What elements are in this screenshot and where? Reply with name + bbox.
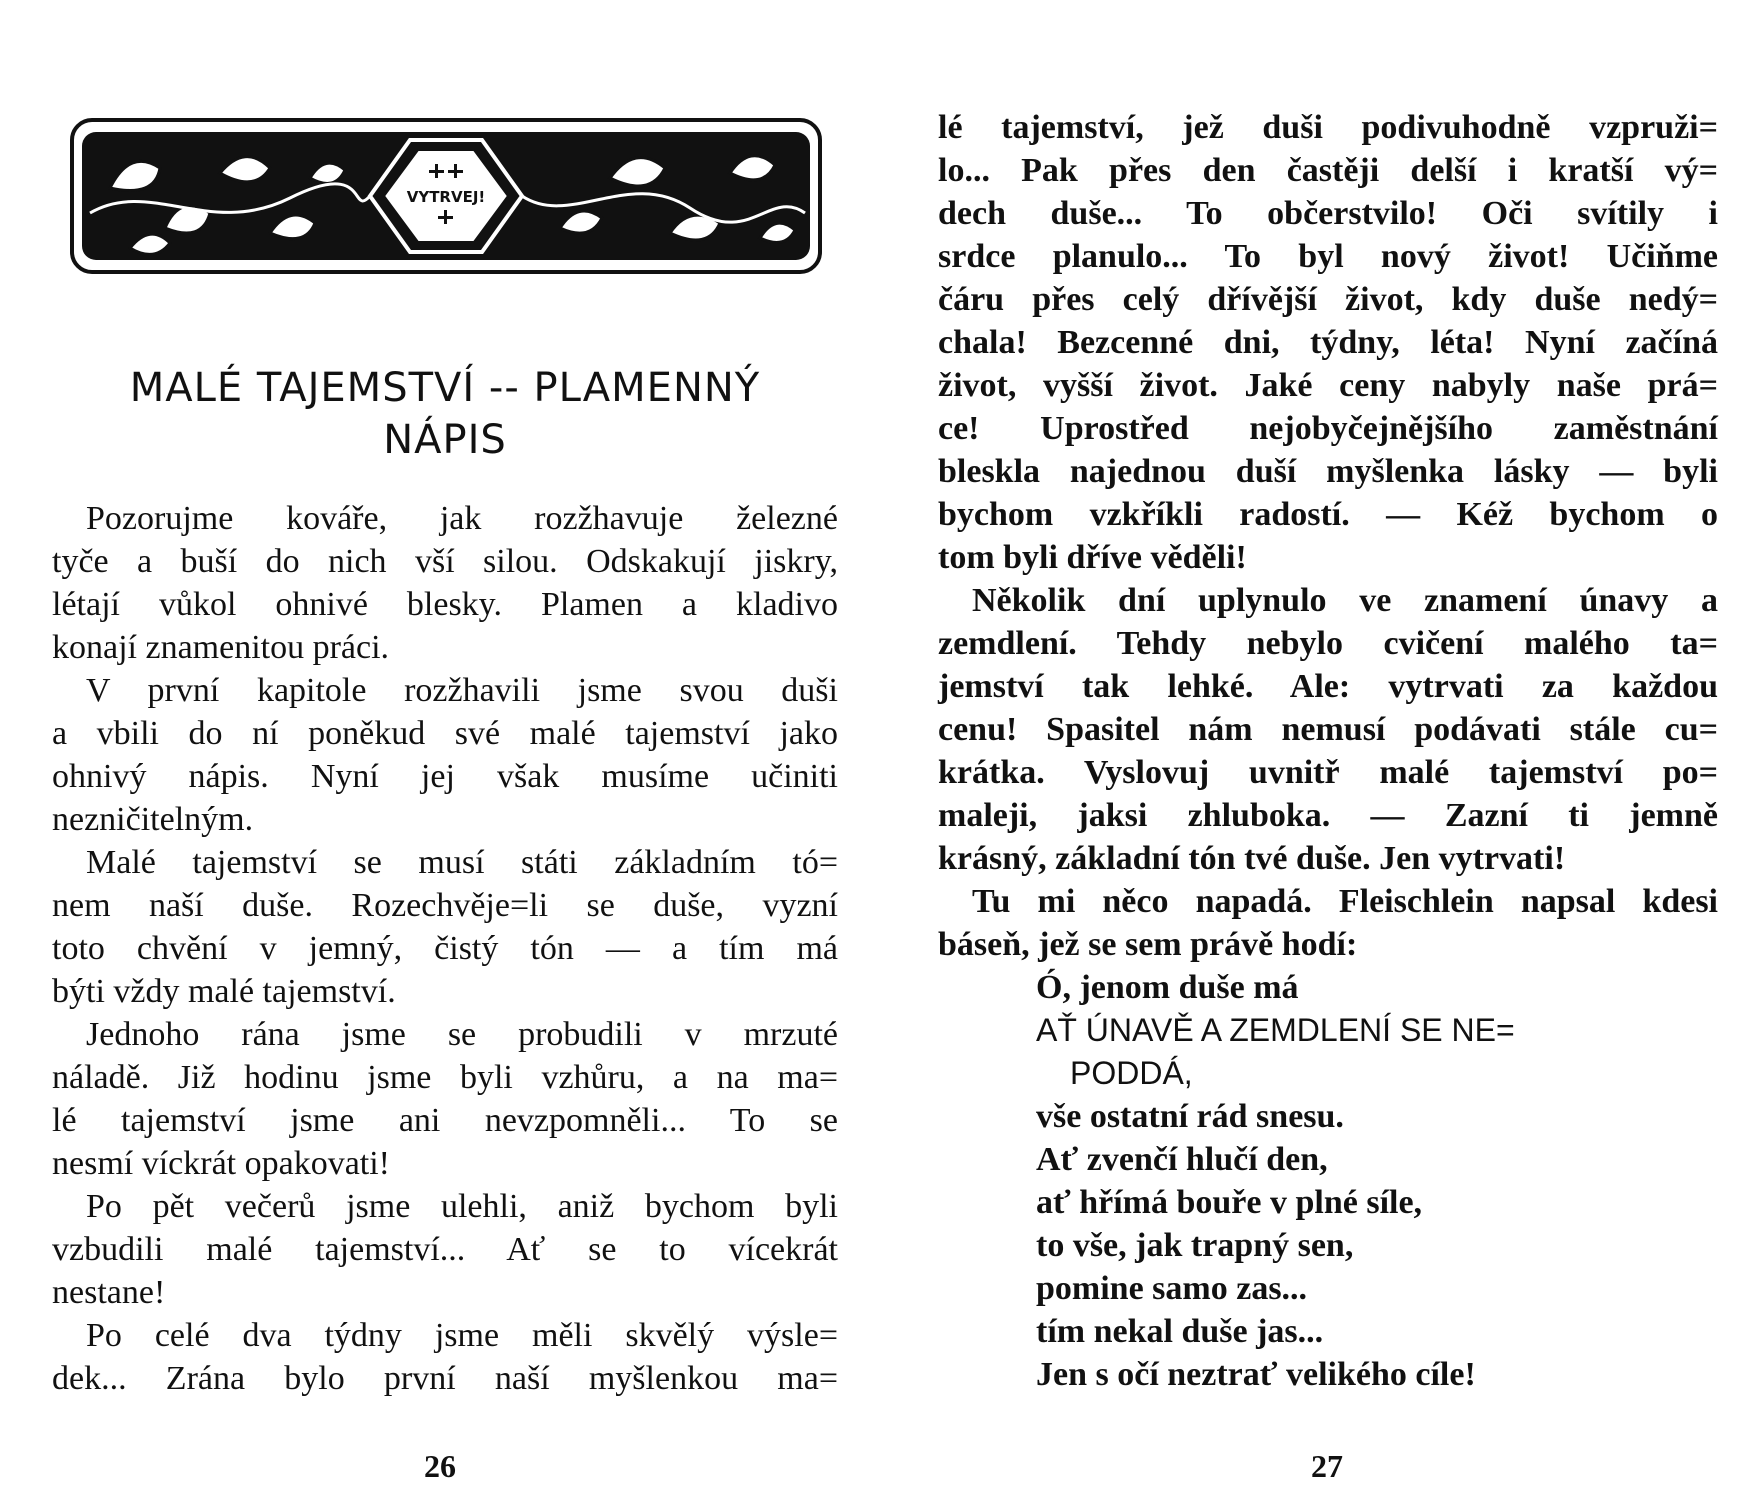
ivy-ornament-banner: [70, 118, 822, 274]
text-line: bleskla najednou duší myšlenka lásky — byli: [938, 453, 1718, 490]
poem-line: AŤ ÚNAVĚ A ZEMDLENÍ SE NE=: [1036, 1012, 1515, 1048]
text-line: zemdlení. Tehdy nebylo cvičení malého ta=: [938, 625, 1718, 662]
text-line: nezničitelným.: [52, 801, 254, 838]
text-line: čáru přes celý dřívější život, kdy duše nedý=: [938, 281, 1718, 318]
text-line: tyče a buší do nich vší silou. Odskakují jiskry,: [52, 543, 838, 580]
chapter-title-line-1: MALÉ TAJEMSTVÍ -- PLAMENNÝ: [129, 365, 761, 411]
text-line: konají znamenitou práci.: [52, 629, 390, 666]
text-line: Pozorujme kováře, jak rozžhavuje železné: [86, 500, 838, 537]
text-line: krásný, základní tón tvé duše. Jen vytrvati!: [938, 840, 1566, 877]
right-body-text: [938, 106, 1718, 1396]
text-line: nesmí víckrát opakovati!: [52, 1145, 391, 1182]
text-line: nem naší duše. Rozechvěje=li se duše, vyzní: [52, 887, 838, 924]
text-line: dech duše... To občerstvilo! Oči svítily i: [938, 195, 1718, 232]
text-line: cenu! Spasitel nám nemusí podávati stále cu=: [938, 711, 1718, 748]
page-number-left: 26: [424, 1448, 456, 1484]
text-line: srdce planulo... To byl nový život! Učiňme: [938, 238, 1718, 275]
chapter-title-line-2: NÁPIS: [383, 417, 507, 463]
text-line: Po pět večerů jsme ulehli, aniž bychom byli: [86, 1188, 838, 1225]
poem-line: Ať zvenčí hlučí den,: [1036, 1141, 1328, 1178]
poem-line: pomine samo zas...: [1036, 1270, 1308, 1307]
text-line: lo... Pak přes den častěji delší i kratší vý=: [938, 152, 1718, 189]
text-line: krátka. Vyslovuj uvnitř malé tajemství po=: [938, 754, 1718, 791]
text-line: létají vůkol ohnivé blesky. Plamen a kladivo: [52, 586, 838, 623]
ornament-text: VYTRVEJ!: [406, 188, 486, 206]
poem-line: Jen s očí neztrať velikého cíle!: [1036, 1356, 1476, 1393]
text-line: toto chvění v jemný, čistý tón — a tím má: [52, 930, 838, 967]
text-line: V první kapitole rozžhavili jsme svou duši: [86, 672, 838, 709]
text-line: chala! Bezcenné dni, týdny, léta! Nyní začíná: [938, 324, 1718, 361]
right-page: [938, 0, 1718, 1500]
text-line: Po celé dva týdny jsme měli skvělý výsle=: [86, 1317, 838, 1354]
poem-line: Ó, jenom duše má: [1036, 969, 1299, 1006]
left-page: [52, 0, 838, 1500]
text-line: a vbili do ní poněkud své malé tajemství jako: [52, 715, 838, 752]
text-line: Malé tajemství se musí státi základním tó=: [86, 844, 838, 881]
text-line: Tu mi něco napadá. Fleischlein napsal kdesi: [972, 883, 1718, 920]
text-line: báseň, jež se sem právě hodí:: [938, 926, 1358, 963]
poem-line: ať hřímá bouře v plné síle,: [1036, 1184, 1423, 1221]
text-line: život, vyšší život. Jaké ceny nabyly naše prá=: [938, 367, 1718, 404]
text-line: lé tajemství, jež duši podivuhodně vzpruži=: [938, 109, 1718, 146]
text-line: bychom vzkříkli radostí. — Kéž bychom o: [938, 496, 1718, 533]
text-line: ce! Uprostřed nejobyčejnějšího zaměstnání: [938, 410, 1718, 447]
text-line: vzbudili malé tajemství... Ať se to vícekrát: [52, 1231, 838, 1268]
text-line: jemství tak lehké. Ale: vytrvati za každou: [938, 668, 1718, 705]
text-line: náladě. Již hodinu jsme byli vzhůru, a na ma=: [52, 1059, 838, 1096]
text-line: Několik dní uplynulo ve znamení únavy a: [972, 582, 1718, 619]
chapter-title: [52, 362, 838, 466]
text-line: Jednoho rána jsme se probudili v mrzuté: [86, 1016, 838, 1053]
text-line: lé tajemství jsme ani nevzpomněli... To se: [52, 1102, 838, 1139]
text-line: býti vždy malé tajemství.: [52, 973, 396, 1010]
text-line: dek... Zrána bylo první naší myšlenkou ma=: [52, 1360, 838, 1397]
poem-line: to vše, jak trapný sen,: [1036, 1227, 1354, 1264]
poem-line: PODDÁ,: [1070, 1055, 1193, 1091]
text-line: tom byli dříve věděli!: [938, 539, 1247, 576]
poem-line: tím nekal duše jas...: [1036, 1313, 1324, 1350]
poem: [938, 966, 1718, 1396]
page-number-right: 27: [1311, 1448, 1343, 1484]
text-line: maleji, jaksi zhluboka. — Zazní ti jemně: [938, 797, 1718, 834]
text-line: nestane!: [52, 1274, 166, 1311]
text-line: ohnivý nápis. Nyní jej však musíme učiniti: [52, 758, 838, 795]
left-body-text: [52, 497, 838, 1400]
poem-line: vše ostatní rád snesu.: [1036, 1098, 1344, 1135]
